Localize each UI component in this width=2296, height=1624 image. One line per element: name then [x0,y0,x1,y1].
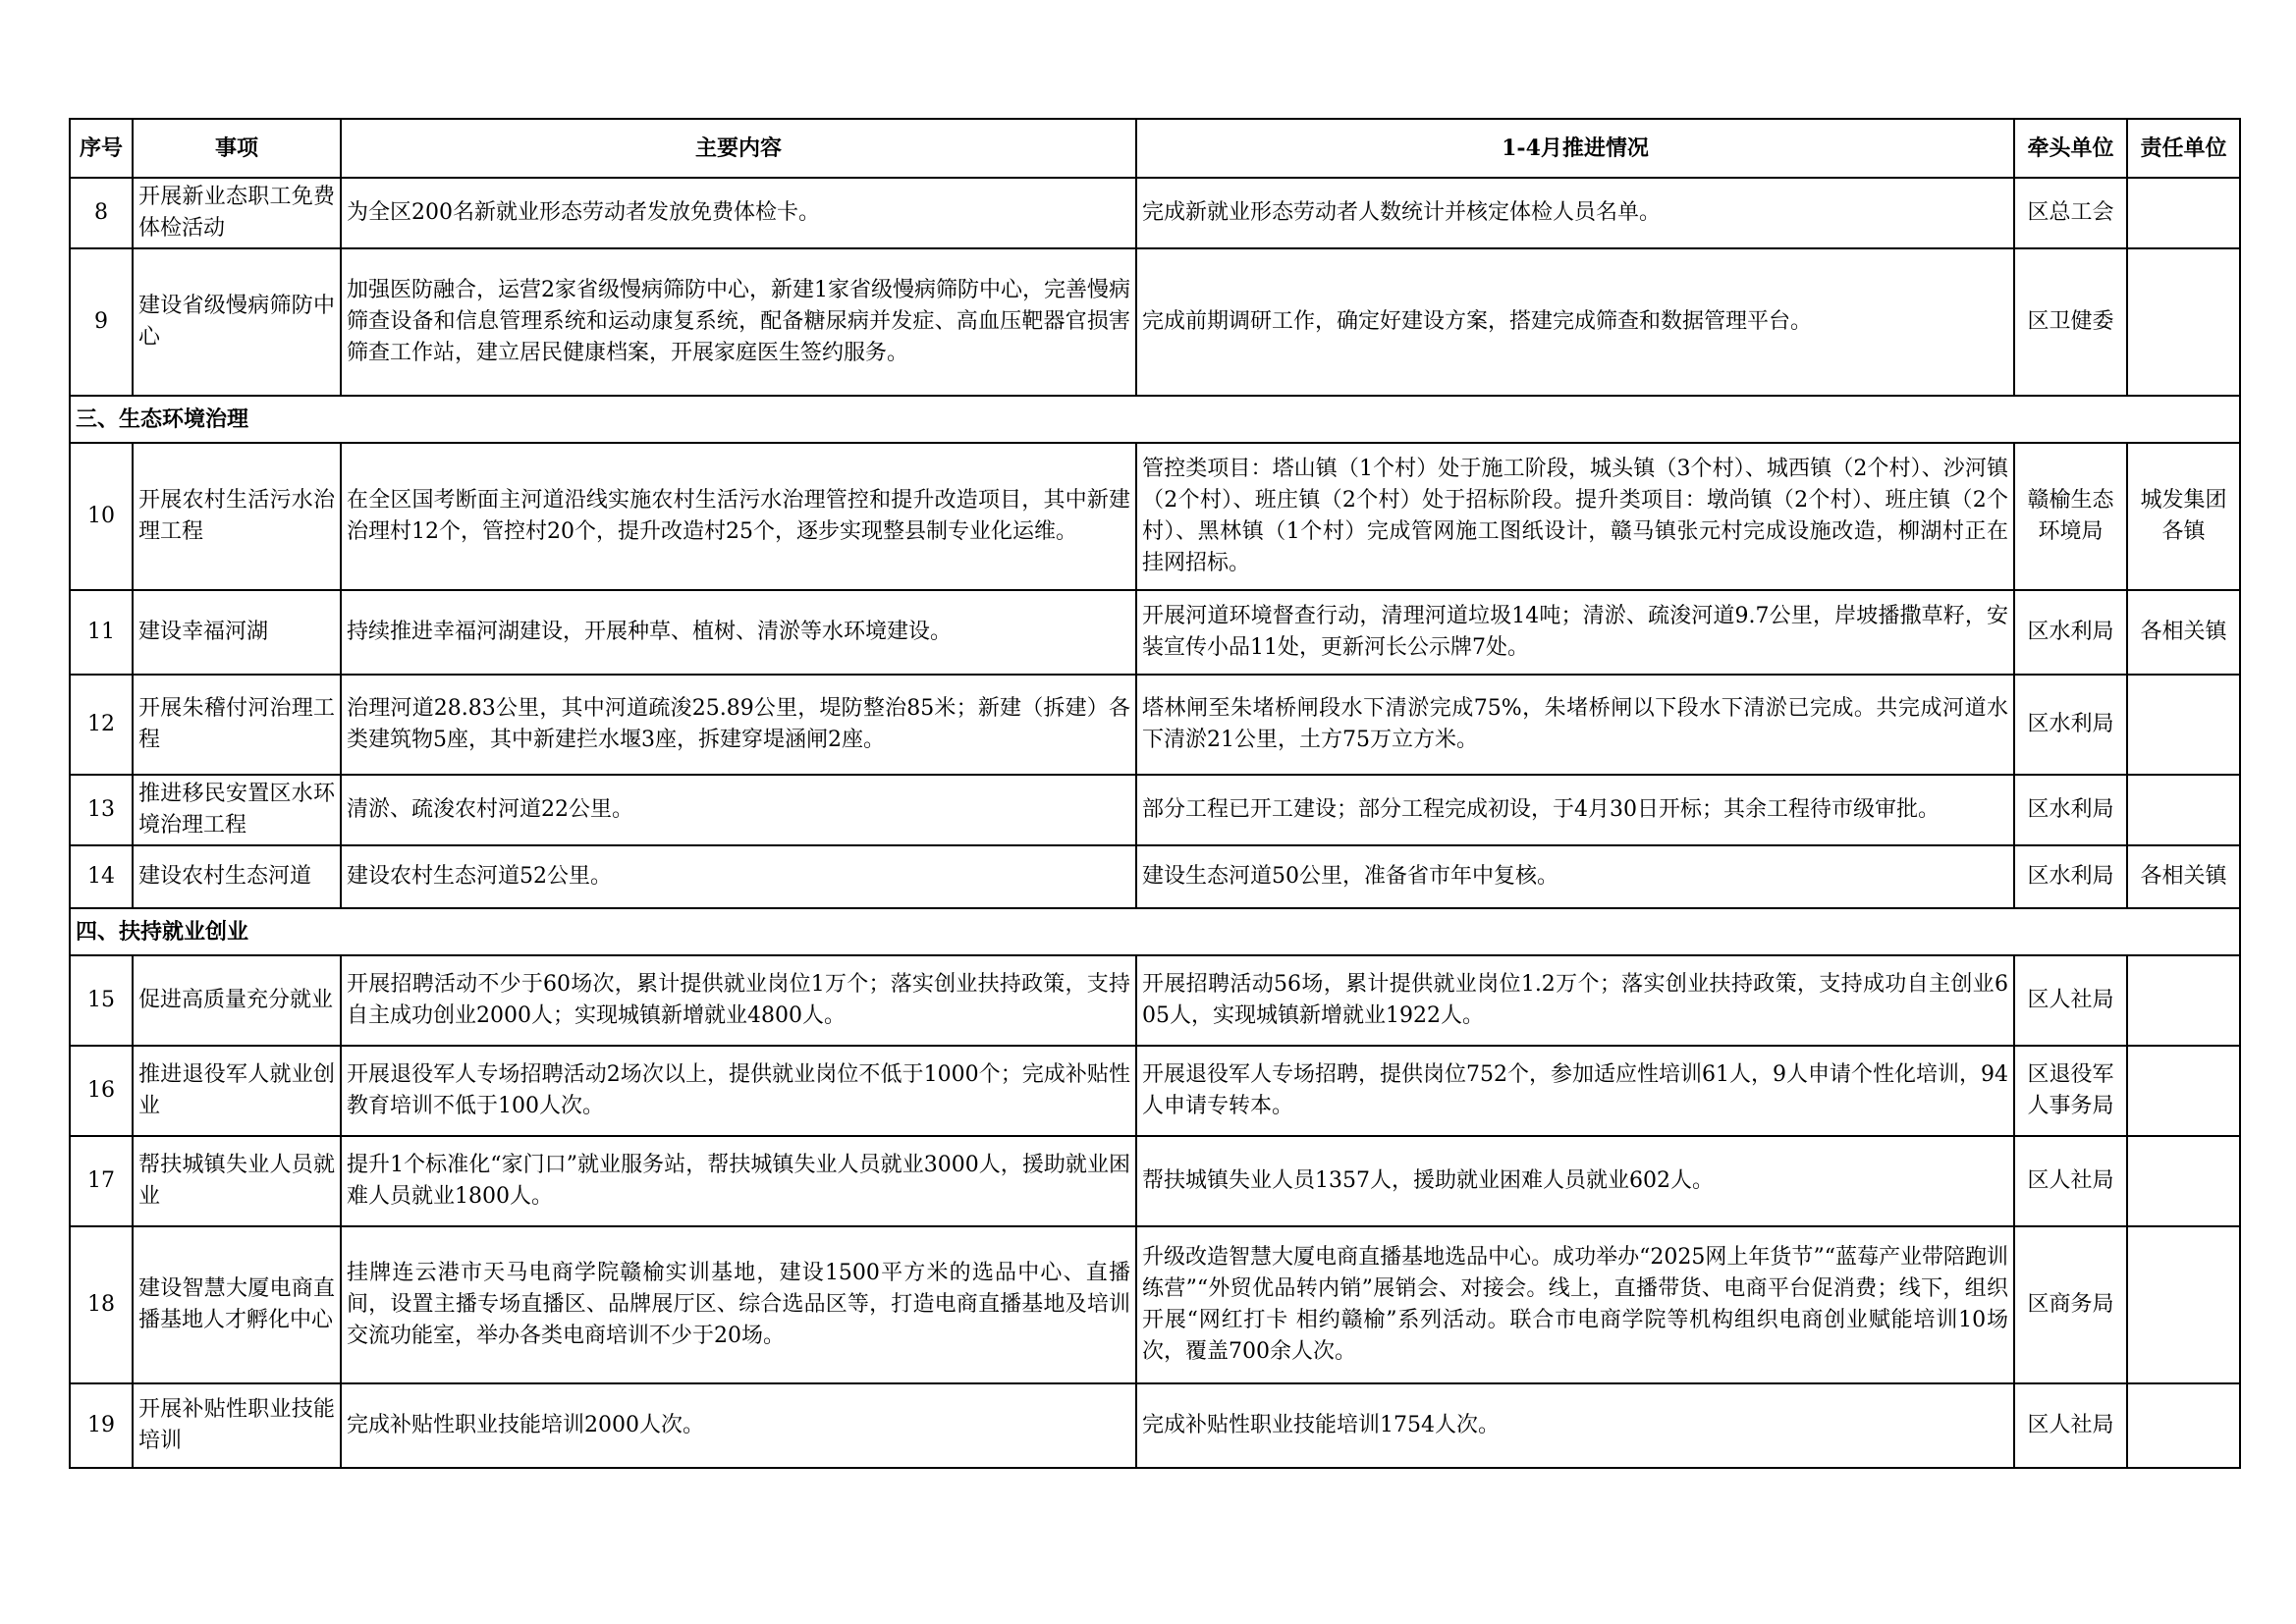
row-item: 开展新业态职工免费体检活动 [133,178,341,248]
row-progress: 完成前期调研工作，确定好建设方案，搭建完成筛查和数据管理平台。 [1136,248,2014,396]
row-content: 清淤、疏浚农村河道22公里。 [341,775,1136,845]
row-item: 开展农村生活污水治理工程 [133,443,341,590]
row-number: 15 [70,955,133,1046]
row-number: 13 [70,775,133,845]
header-progress: 1-4月推进情况 [1136,119,2014,178]
row-lead-unit: 区水利局 [2014,590,2127,675]
row-responsible-unit: 城发集团各镇 [2127,443,2240,590]
row-responsible-unit [2127,775,2240,845]
row-content: 开展退役军人专场招聘活动2场次以上，提供就业岗位不低于1000个；完成补贴性教育培训不低于100人次。 [341,1046,1136,1136]
table-row [70,775,2240,845]
header-content: 主要内容 [341,119,1136,178]
row-number: 14 [70,845,133,908]
row-lead-unit: 区人社局 [2014,1383,2127,1468]
row-responsible-unit [2127,1046,2240,1136]
table-row [70,955,2240,1046]
row-progress: 开展退役军人专场招聘，提供岗位752个，参加适应性培训61人，9人申请个性化培训，94人申请专转本。 [1136,1046,2014,1136]
row-number: 8 [70,178,133,248]
row-lead-unit: 区商务局 [2014,1226,2127,1383]
row-responsible-unit [2127,248,2240,396]
row-number: 11 [70,590,133,675]
row-item: 建设农村生态河道 [133,845,341,908]
row-content: 持续推进幸福河湖建设，开展种草、植树、清淤等水环境建设。 [341,590,1136,675]
table-row [70,178,2240,248]
row-progress: 建设生态河道50公里，准备省市年中复核。 [1136,845,2014,908]
row-lead-unit: 区水利局 [2014,775,2127,845]
row-responsible-unit [2127,955,2240,1046]
row-item: 建设省级慢病筛防中心 [133,248,341,396]
header-lead: 牵头单位 [2014,119,2127,178]
table-row [70,1136,2240,1226]
row-number: 19 [70,1383,133,1468]
row-item: 开展朱稽付河治理工程 [133,675,341,775]
row-lead-unit: 区人社局 [2014,955,2127,1046]
row-progress: 管控类项目：塔山镇（1个村）处于施工阶段，城头镇（3个村）、城西镇（2个村）、沙河镇（2个村）、班庄镇（2个村）处于招标阶段。提升类项目：墩尚镇（2个村）、班庄镇（2个村）、黑林镇（1个村）完成管网施工图纸设计，赣马镇张元村完成设施改造，柳湖村正在挂网招标。 [1136,443,2014,590]
row-responsible-unit [2127,675,2240,775]
header-row [70,119,2240,178]
row-item: 建设幸福河湖 [133,590,341,675]
row-content: 在全区国考断面主河道沿线实施农村生活污水治理管控和提升改造项目，其中新建治理村12个，管控村20个，提升改造村25个，逐步实现整县制专业化运维。 [341,443,1136,590]
table-row [70,1046,2240,1136]
row-progress: 升级改造智慧大厦电商直播基地选品中心。成功举办“2025网上年货节”“蓝莓产业带陪跑训练营”“外贸优品转内销”展销会、对接会。线上，直播带货、电商平台促消费；线下，组织开展“网红打卡 相约赣榆”系列活动。联合市电商学院等机构组织电商创业赋能培训10场次，覆盖700余人次。 [1136,1226,2014,1383]
row-progress: 开展招聘活动56场，累计提供就业岗位1.2万个；落实创业扶持政策，支持成功自主创业605人，实现城镇新增就业1922人。 [1136,955,2014,1046]
row-content: 加强医防融合，运营2家省级慢病筛防中心，新建1家省级慢病筛防中心，完善慢病筛查设备和信息管理系统和运动康复系统，配备糖尿病并发症、高血压靶器官损害筛查工作站，建立居民健康档案，开展家庭医生签约服务。 [341,248,1136,396]
row-responsible-unit: 各相关镇 [2127,590,2240,675]
row-responsible-unit [2127,1383,2240,1468]
row-lead-unit: 区总工会 [2014,178,2127,248]
progress-table [69,118,2241,1469]
table-row [70,1226,2240,1383]
row-number: 17 [70,1136,133,1226]
row-item: 开展补贴性职业技能培训 [133,1383,341,1468]
table-row [70,845,2240,908]
section-row [70,908,2240,955]
table-row [70,590,2240,675]
row-progress: 完成补贴性职业技能培训1754人次。 [1136,1383,2014,1468]
row-lead-unit: 区卫健委 [2014,248,2127,396]
row-responsible-unit [2127,178,2240,248]
table-row [70,675,2240,775]
row-number: 10 [70,443,133,590]
row-responsible-unit [2127,1226,2240,1383]
row-number: 16 [70,1046,133,1136]
row-lead-unit: 区人社局 [2014,1136,2127,1226]
row-lead-unit: 区水利局 [2014,675,2127,775]
row-responsible-unit [2127,1136,2240,1226]
table-row [70,1383,2240,1468]
row-progress: 部分工程已开工建设；部分工程完成初设，于4月30日开标；其余工程待市级审批。 [1136,775,2014,845]
section-title: 三、生态环境治理 [70,396,2240,443]
row-lead-unit: 赣榆生态环境局 [2014,443,2127,590]
row-content: 提升1个标准化“家门口”就业服务站，帮扶城镇失业人员就业3000人，援助就业困难人员就业1800人。 [341,1136,1136,1226]
row-item: 建设智慧大厦电商直播基地人才孵化中心 [133,1226,341,1383]
row-progress: 完成新就业形态劳动者人数统计并核定体检人员名单。 [1136,178,2014,248]
row-content: 治理河道28.83公里，其中河道疏浚25.89公里，堤防整治85米；新建（拆建）各类建筑物5座，其中新建拦水堰3座，拆建穿堤涵闸2座。 [341,675,1136,775]
row-content: 为全区200名新就业形态劳动者发放免费体检卡。 [341,178,1136,248]
row-item: 推进退役军人就业创业 [133,1046,341,1136]
row-progress: 帮扶城镇失业人员1357人，援助就业困难人员就业602人。 [1136,1136,2014,1226]
row-item: 推进移民安置区水环境治理工程 [133,775,341,845]
header-item: 事项 [133,119,341,178]
row-item: 促进高质量充分就业 [133,955,341,1046]
row-progress: 开展河道环境督查行动，清理河道垃圾14吨；清淤、疏浚河道9.7公里，岸坡播撒草籽，安装宣传小品11处，更新河长公示牌7处。 [1136,590,2014,675]
row-number: 18 [70,1226,133,1383]
row-progress: 塔林闸至朱堵桥闸段水下清淤完成75%，朱堵桥闸以下段水下清淤已完成。共完成河道水下清淤21公里，土方75万立方米。 [1136,675,2014,775]
section-title: 四、扶持就业创业 [70,908,2240,955]
row-item: 帮扶城镇失业人员就业 [133,1136,341,1226]
row-lead-unit: 区退役军人事务局 [2014,1046,2127,1136]
table-row [70,443,2240,590]
row-lead-unit: 区水利局 [2014,845,2127,908]
row-responsible-unit: 各相关镇 [2127,845,2240,908]
row-content: 开展招聘活动不少于60场次，累计提供就业岗位1万个；落实创业扶持政策，支持自主成功创业2000人；实现城镇新增就业4800人。 [341,955,1136,1046]
row-content: 挂牌连云港市天马电商学院赣榆实训基地，建设1500平方米的选品中心、直播间，设置主播专场直播区、品牌展厅区、综合选品区等，打造电商直播基地及培训交流功能室，举办各类电商培训不少于20场。 [341,1226,1136,1383]
row-number: 9 [70,248,133,396]
header-no: 序号 [70,119,133,178]
section-row [70,396,2240,443]
table-row [70,248,2240,396]
row-number: 12 [70,675,133,775]
row-content: 建设农村生态河道52公里。 [341,845,1136,908]
header-resp: 责任单位 [2127,119,2240,178]
row-content: 完成补贴性职业技能培训2000人次。 [341,1383,1136,1468]
